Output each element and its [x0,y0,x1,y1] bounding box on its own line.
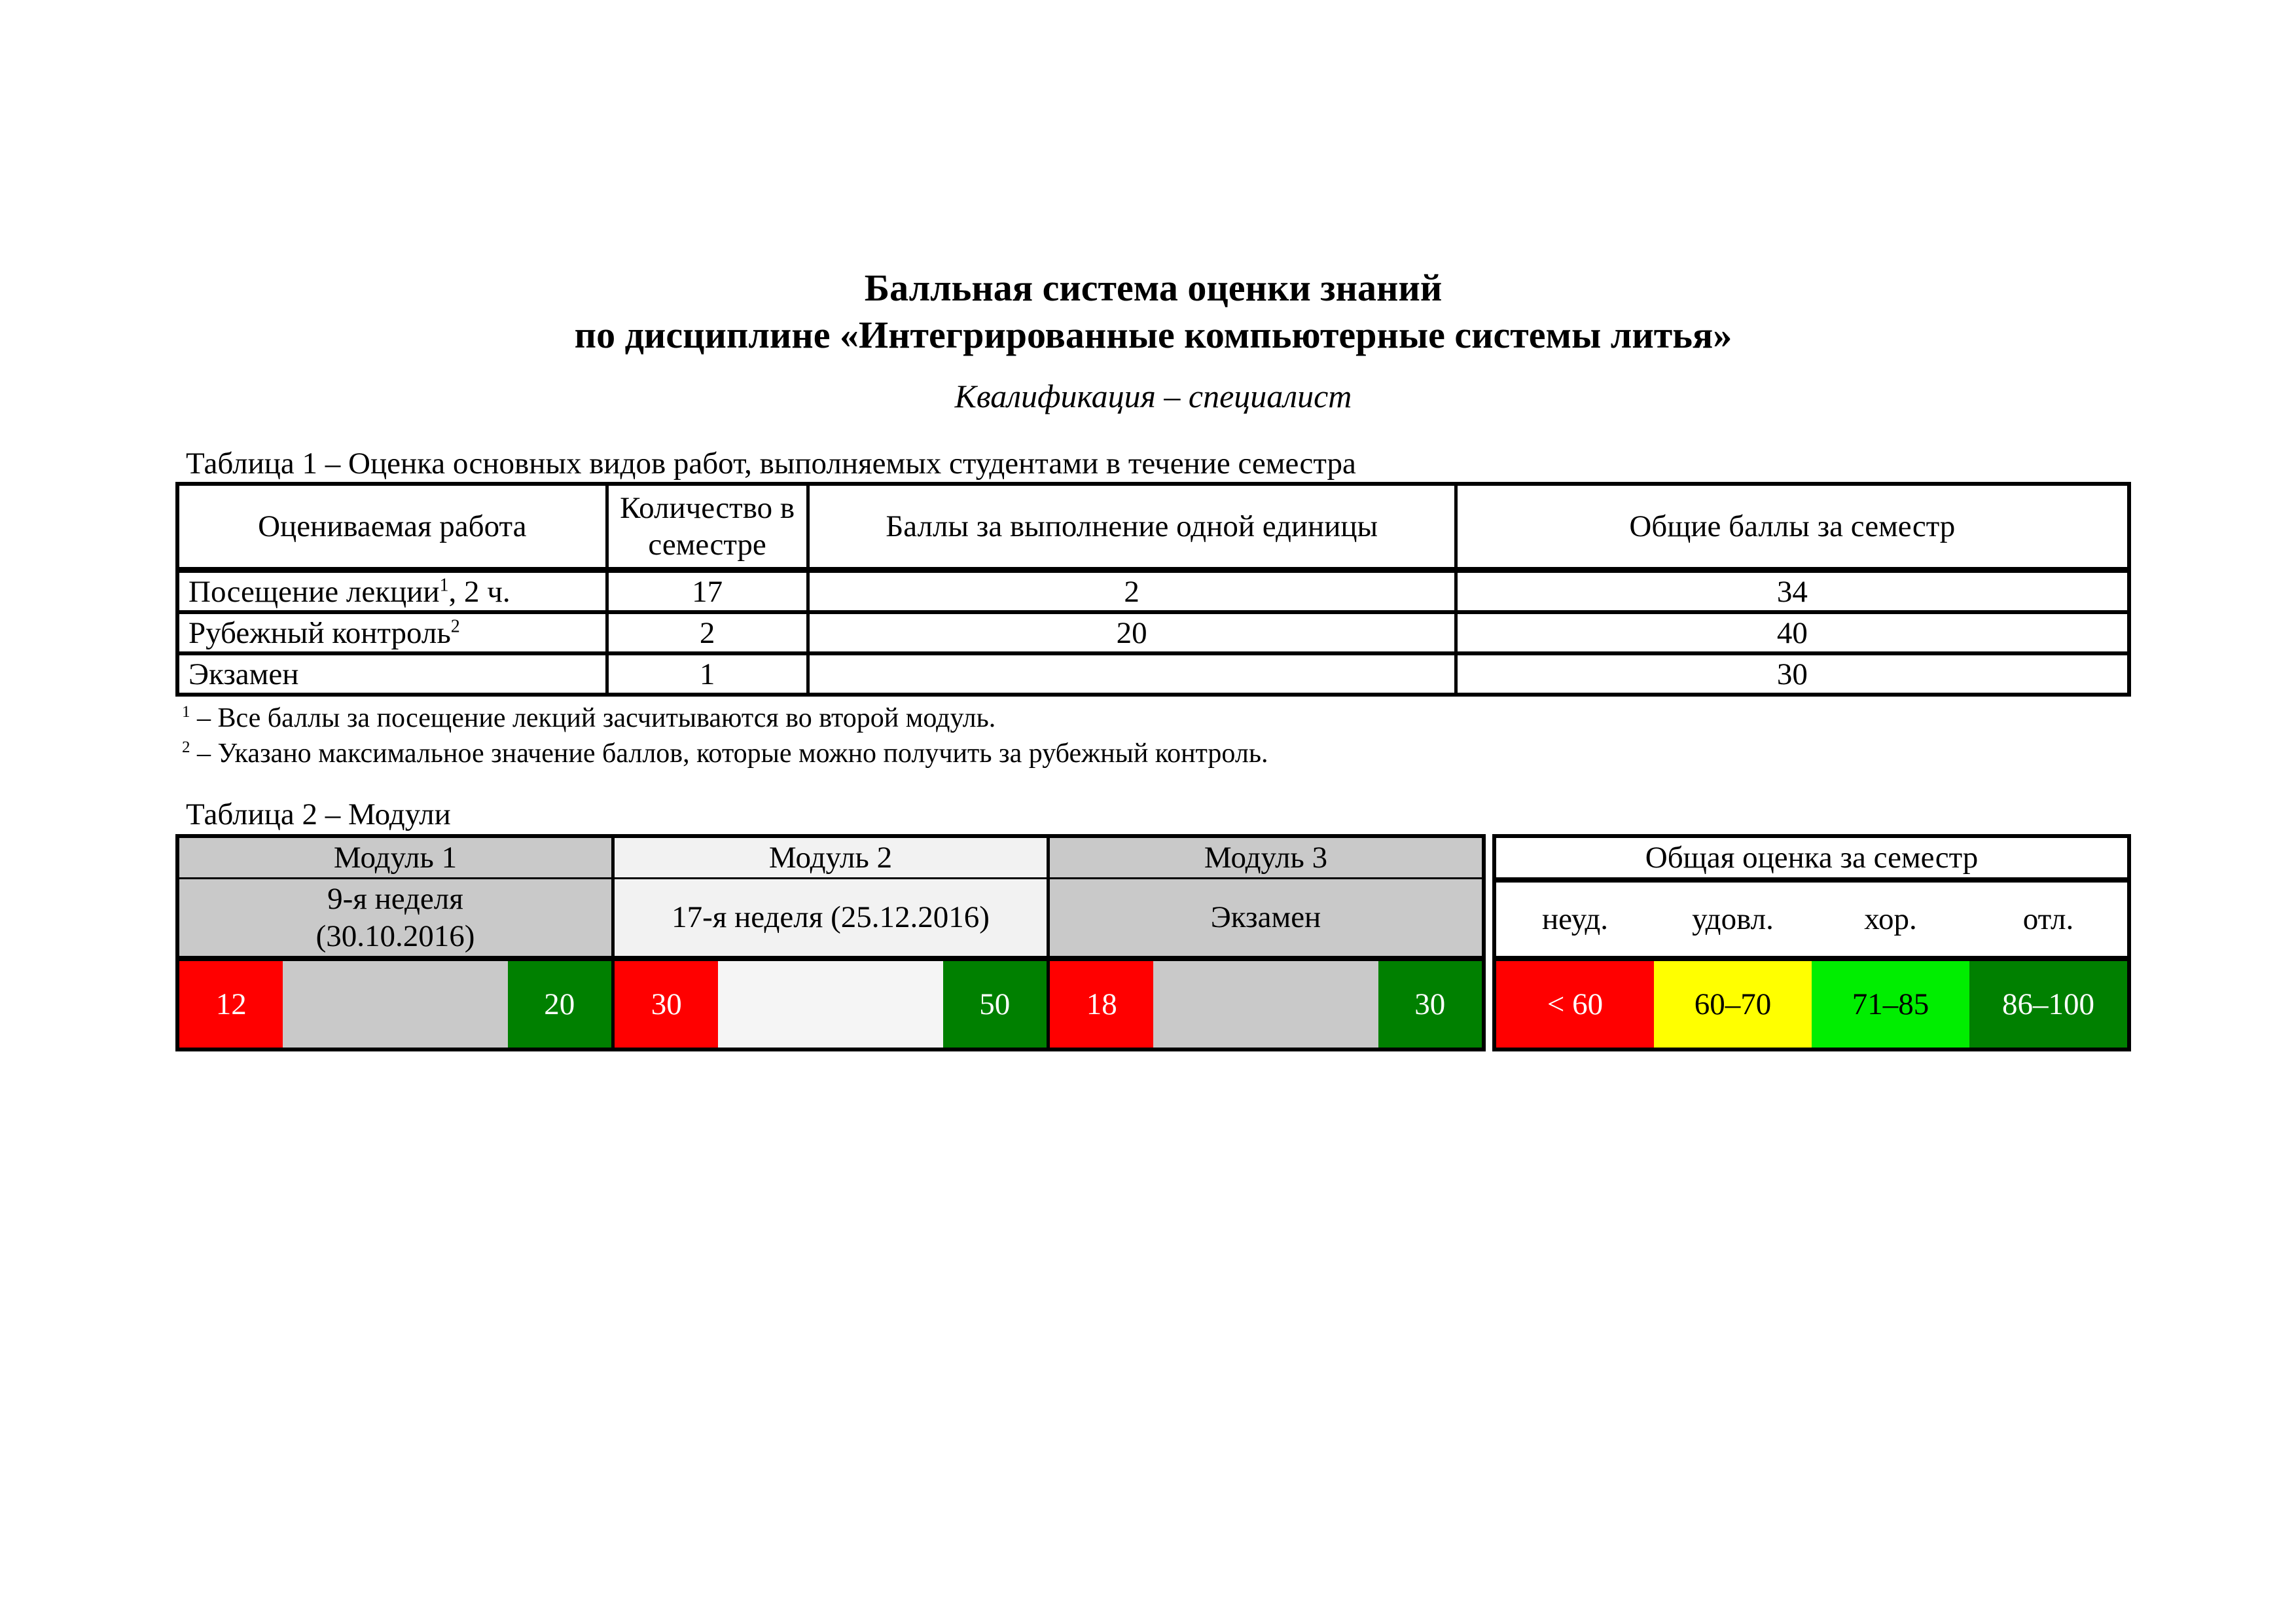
cell-points-per-unit: 2 [808,570,1456,613]
module-1-max-score: 20 [508,961,611,1048]
module-2-score-row [615,961,1047,1048]
module-1-score-row [179,961,611,1048]
module-2-period-line1: 17-я неделя (25.12.2016) [672,900,990,934]
cell-points-per-unit: 20 [808,612,1456,653]
grade-label-fail: неуд. [1541,902,1609,936]
module-2-mid-cell [718,961,942,1048]
work-label-text: Посещение лекции [188,574,440,609]
cell-work-label [177,653,607,695]
work-label-text: Рубежный контроль [188,615,451,650]
overall-grade-labels [1496,883,2127,961]
module-3-mid-cell [1153,961,1378,1048]
grade-range-fail: < 60 [1496,961,1654,1048]
cell-total-points: 34 [1456,570,2129,613]
table-row-midterm-control [177,612,2129,653]
table1-header-count-per-semester: Количество в семестре [607,484,808,570]
table2-caption: Таблица 2 – Модули [186,797,451,831]
table1-header-evaluated-work: Оцениваемая работа [177,484,607,570]
module-2-min-score: 30 [615,961,718,1048]
footnote-1-text: – Все баллы за посещение лекций засчитываются во второй модуль. [197,703,996,733]
table-row-exam [177,653,2129,695]
work-label-text: Экзамен [188,657,299,691]
cell-count: 17 [607,570,808,613]
module-2-max-score: 50 [943,961,1047,1048]
cell-total-points: 30 [1456,653,2129,695]
table1-header-row [177,484,2129,570]
cell-count: 1 [607,653,808,695]
cell-count: 2 [607,612,808,653]
table2-modules [175,834,2131,1051]
document-content [175,0,2131,1051]
module-2-header: Модуль 2 [615,838,1047,879]
module-3-min-score: 18 [1050,961,1153,1048]
module-1-period [179,879,611,961]
footnote-2-marker: 2 [182,739,190,756]
table1-assessment-types [175,482,2131,697]
module-1-column [179,838,615,1048]
overall-grade-section [1492,834,2131,1051]
overall-grade-header: Общая оценка за семестр [1496,838,2127,883]
module-2-period [615,879,1047,961]
module-1-header: Модуль 1 [179,838,611,879]
grade-label-good: хор. [1864,902,1917,936]
footnote-2 [182,736,2131,771]
grade-label-excellent: отл. [2022,902,2074,936]
module-1-period-line1: 9-я неделя [327,881,463,916]
footnote-ref-2: 2 [450,615,460,636]
module-3-period-line1: Экзамен [1210,900,1321,934]
grade-range-excellent: 86–100 [1969,961,2127,1048]
table1-caption: Таблица 1 – Оценка основных видов работ, выполняемых студентами в течение семестра [186,447,1356,481]
document-title-line2: по дисциплине «Интегрированные компьютерные системы литья» [574,314,1732,356]
module-3-period [1050,879,1482,961]
title-block [175,264,2131,416]
module-3-header: Модуль 3 [1050,838,1482,879]
table-row-lectures [177,570,2129,613]
module-1-period-line2: (30.10.2016) [315,919,475,953]
module-3-column [1050,838,1482,1048]
module-2-column [615,838,1050,1048]
table1-header-points-per-unit: Баллы за выполнение одной единицы [808,484,1456,570]
document-title-line1: Балльная система оценки знаний [864,266,1443,309]
work-label-suffix: , 2 ч. [448,574,511,609]
module-1-min-score: 12 [179,961,283,1048]
cell-work-label [177,612,607,653]
footnote-1-marker: 1 [182,703,190,721]
overall-grade-ranges [1496,961,2127,1048]
qualification-subtitle: Квалификация – специалист [954,378,1352,414]
grade-range-good: 71–85 [1812,961,1969,1048]
footnote-ref-1: 1 [439,574,449,595]
footnote-1 [182,701,2131,736]
module-1-mid-cell [283,961,507,1048]
grade-range-satisfactory: 60–70 [1654,961,1812,1048]
cell-total-points: 40 [1456,612,2129,653]
cell-points-per-unit [808,653,1456,695]
table1-header-total-points: Общие баллы за семестр [1456,484,2129,570]
footnote-2-text: – Указано максимальное значение баллов, которые можно получить за рубежный контроль. [197,739,1268,769]
modules-section [175,834,1486,1051]
footnotes [175,701,2131,771]
cell-work-label [177,570,607,613]
module-3-max-score: 30 [1378,961,1482,1048]
module-3-score-row [1050,961,1482,1048]
grade-label-satisfactory: удовл. [1692,902,1774,936]
